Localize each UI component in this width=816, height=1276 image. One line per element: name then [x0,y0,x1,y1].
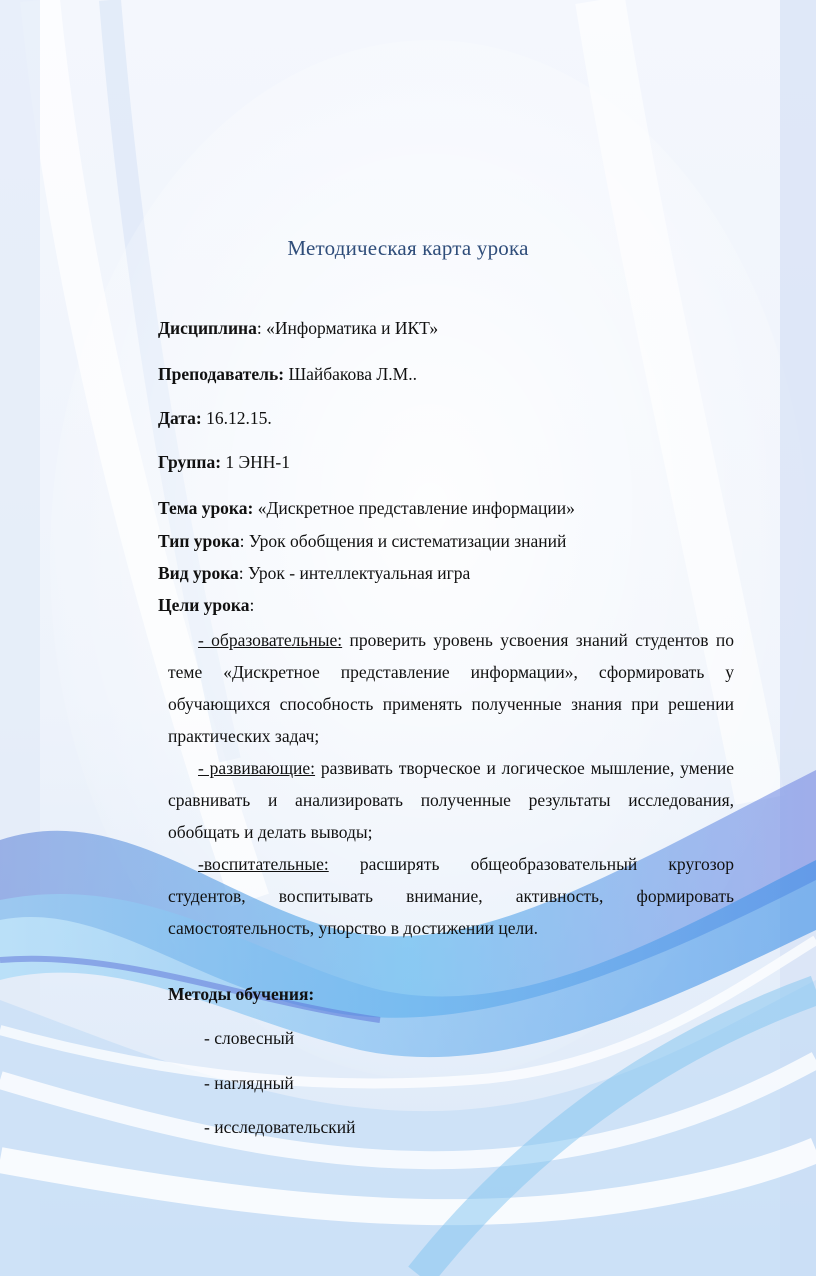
goals-line [158,595,254,616]
goal-developing-label: - развивающие: [198,758,316,778]
goal-upbringing [168,848,734,944]
discipline-value: : «Информатика и ИКТ» [256,318,439,338]
kind-line [158,563,470,584]
type-label: Тип урока [158,531,240,551]
kind-label: Вид урока [158,563,239,583]
method-item: - наглядный [204,1073,294,1093]
goal-developing [168,752,734,848]
topic-label: Тема урока: [158,498,254,518]
goal-upbringing-label: -воспитательные: [198,854,329,874]
goal-educational [168,624,734,752]
date-label: Дата: [158,408,202,428]
teacher-value: Шайбакова Л.М.. [284,364,417,384]
group-value: 1 ЭНН-1 [221,452,290,472]
discipline-line [158,318,438,339]
goal-educational-label: - образовательные: [198,630,343,650]
teacher-line [158,364,417,385]
date-line [158,408,272,429]
type-line [158,531,566,552]
goal-developing-text: развивать творческое и логическое мышление, умение сравнивать и анализировать полученные результаты исследования, обобщать и делать выводы; [168,758,734,842]
goals-value: : [249,595,255,615]
date-value: 16.12.15. [201,408,272,428]
goals-label: Цели урока [158,595,250,615]
method-item: - исследовательский [204,1117,356,1137]
type-value: : Урок обобщения и систематизации знаний [239,531,567,551]
document-title: Методическая карта урока [287,236,529,260]
goal-upbringing-text: расширять общеобразовательный кругозор студентов, воспитывать внимание, активность, формировать самостоятельность, упорство в достижении цели. [168,854,734,938]
teacher-label: Преподаватель: [158,364,285,384]
group-line [158,452,290,473]
methods-title: Методы обучения: [168,984,315,1004]
goal-educational-text: проверить уровень усвоения знаний студентов по теме «Дискретное представление информации», сформировать у обучающихся способность применять полученные знания при решении практических задач; [168,630,734,746]
topic-value: «Дискретное представление информации» [253,498,575,518]
topic-line [158,498,575,519]
method-item: - словесный [204,1028,295,1048]
discipline-label: Дисциплина [158,318,257,338]
group-label: Группа: [158,452,222,472]
kind-value: : Урок - интеллектуальная игра [238,563,471,583]
